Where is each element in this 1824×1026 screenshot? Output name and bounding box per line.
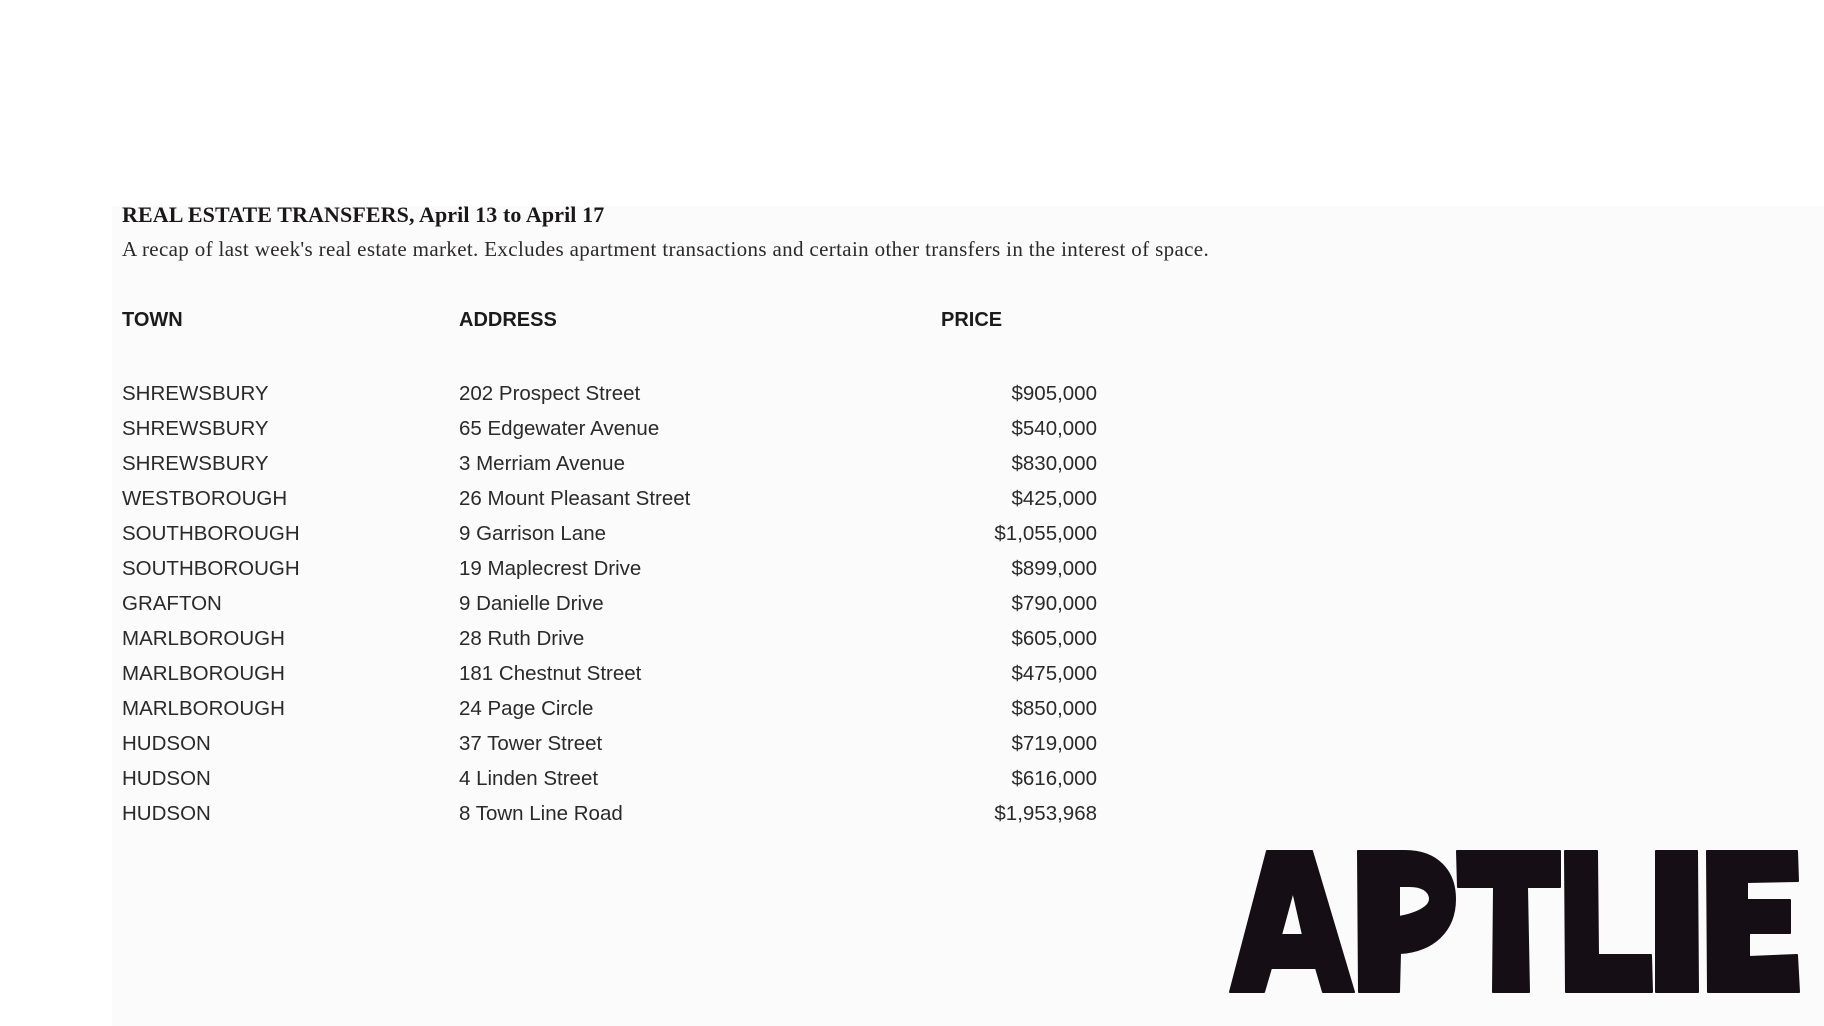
address-cell: 26 Mount Pleasant Street bbox=[459, 486, 691, 510]
town-cell: GRAFTON bbox=[122, 591, 222, 615]
table-row bbox=[122, 481, 1101, 516]
transfers-table bbox=[122, 306, 1101, 831]
town-cell: HUDSON bbox=[122, 766, 211, 790]
table-row bbox=[122, 796, 1101, 831]
table-row bbox=[122, 376, 1101, 411]
column-header-town: TOWN bbox=[122, 308, 183, 331]
table-row bbox=[122, 761, 1101, 796]
table-row bbox=[122, 551, 1101, 586]
address-cell: 19 Maplecrest Drive bbox=[459, 556, 642, 580]
table-body bbox=[122, 376, 1101, 831]
price-cell: $1,055,000 bbox=[994, 521, 1097, 545]
address-cell: 4 Linden Street bbox=[459, 766, 599, 790]
table-header bbox=[122, 306, 1101, 334]
price-cell: $540,000 bbox=[1011, 416, 1097, 440]
column-header-address: ADDRESS bbox=[459, 308, 557, 331]
table-row bbox=[122, 586, 1101, 621]
price-cell: $850,000 bbox=[1011, 696, 1097, 720]
table-row bbox=[122, 411, 1101, 446]
price-cell: $790,000 bbox=[1011, 591, 1097, 615]
town-cell: SHREWSBURY bbox=[122, 416, 269, 440]
price-cell: $616,000 bbox=[1011, 766, 1097, 790]
address-cell: 202 Prospect Street bbox=[459, 381, 641, 405]
town-cell: WESTBOROUGH bbox=[122, 486, 288, 510]
table-row bbox=[122, 726, 1101, 761]
address-cell: 181 Chestnut Street bbox=[459, 661, 642, 685]
column-header-price: PRICE bbox=[941, 308, 1003, 331]
aptlie-logo bbox=[1227, 849, 1800, 995]
price-cell: $605,000 bbox=[1011, 626, 1097, 650]
address-cell: 24 Page Circle bbox=[459, 696, 594, 720]
aptlie-wordmark-icon bbox=[1227, 849, 1800, 995]
table-row bbox=[122, 656, 1101, 691]
page-title: REAL ESTATE TRANSFERS, April 13 to April 17 bbox=[122, 202, 605, 227]
town-cell: MARLBOROUGH bbox=[122, 661, 285, 685]
address-cell: 9 Garrison Lane bbox=[459, 521, 607, 545]
price-cell: $899,000 bbox=[1011, 556, 1097, 580]
page-subtitle: A recap of last week's real estate market. Excludes apartment transactions and certain other transfers in the interest of space. bbox=[122, 237, 1210, 261]
table-row bbox=[122, 516, 1101, 551]
town-cell: SHREWSBURY bbox=[122, 451, 269, 475]
price-cell: $1,953,968 bbox=[994, 801, 1097, 825]
town-cell: MARLBOROUGH bbox=[122, 696, 285, 720]
town-cell: SOUTHBOROUGH bbox=[122, 556, 300, 580]
price-cell: $905,000 bbox=[1011, 381, 1097, 405]
town-cell: HUDSON bbox=[122, 731, 211, 755]
table-row bbox=[122, 621, 1101, 656]
price-cell: $425,000 bbox=[1011, 486, 1097, 510]
address-cell: 37 Tower Street bbox=[459, 731, 603, 755]
address-cell: 3 Merriam Avenue bbox=[459, 451, 625, 475]
table-row bbox=[122, 691, 1101, 726]
price-cell: $475,000 bbox=[1011, 661, 1097, 685]
address-cell: 65 Edgewater Avenue bbox=[459, 416, 660, 440]
address-cell: 28 Ruth Drive bbox=[459, 626, 585, 650]
price-cell: $719,000 bbox=[1011, 731, 1097, 755]
address-cell: 8 Town Line Road bbox=[459, 801, 623, 825]
town-cell: HUDSON bbox=[122, 801, 211, 825]
price-cell: $830,000 bbox=[1011, 451, 1097, 475]
town-cell: SOUTHBOROUGH bbox=[122, 521, 300, 545]
town-cell: MARLBOROUGH bbox=[122, 626, 285, 650]
table-row bbox=[122, 446, 1101, 481]
address-cell: 9 Danielle Drive bbox=[459, 591, 604, 615]
town-cell: SHREWSBURY bbox=[122, 381, 269, 405]
